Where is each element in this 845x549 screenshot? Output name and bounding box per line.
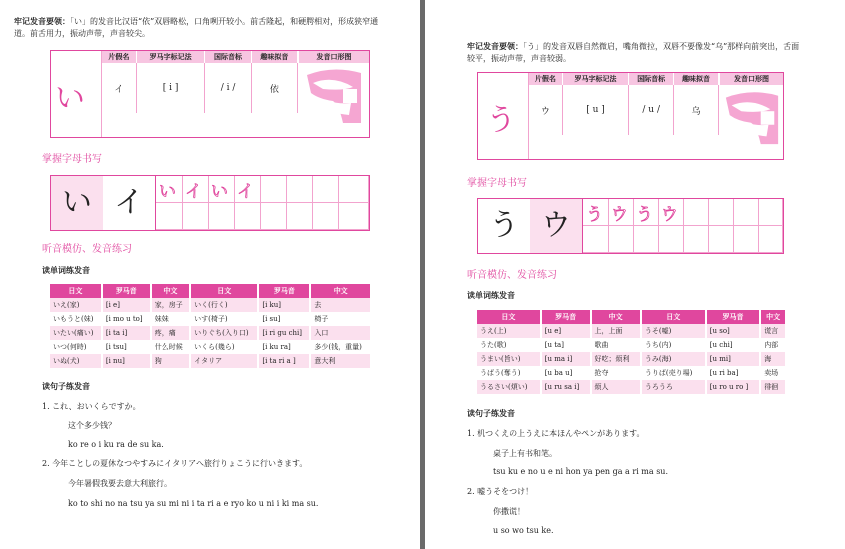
pronunciation-note	[14, 15, 384, 40]
grid-cell	[708, 225, 734, 253]
table-row	[477, 366, 786, 380]
cell: 徘徊	[760, 380, 786, 394]
cell: いつ(何時)	[50, 340, 102, 354]
header-chinese: 中文	[591, 310, 641, 324]
cell: いくら(幾ら)	[190, 340, 258, 354]
sentence-chinese: 今年暑假我要去意大利旅行。	[68, 479, 172, 488]
grid-cell	[338, 202, 369, 230]
pronunciation-table	[529, 73, 719, 135]
cell: 卖场	[760, 366, 786, 380]
trace-char: い	[159, 182, 176, 202]
header-mouth-diagram: 发音口形图	[299, 51, 369, 63]
header-japanese: 日文	[641, 310, 706, 324]
cell: 疼，痛	[151, 326, 190, 340]
grid-cell	[286, 176, 313, 203]
cell: イタリア	[190, 354, 258, 368]
sentence-chinese: 这个多少钱？	[68, 421, 116, 430]
cell: [u ro u ro ]	[706, 380, 760, 394]
word-practice-title: 读单词练发音	[42, 265, 90, 275]
cell: 妹妹	[151, 312, 190, 326]
table-row	[50, 354, 371, 368]
big-kana: い	[55, 81, 85, 116]
grid-cell	[156, 202, 183, 230]
header-japanese: 日文	[477, 310, 541, 324]
trace-char: イ	[237, 182, 254, 202]
header-romaji: 罗马音	[102, 284, 151, 298]
pronunciation-box	[477, 72, 784, 160]
cell: 意大利	[310, 354, 371, 368]
table-row	[477, 324, 786, 338]
cell: いりぐち(入り口)	[190, 326, 258, 340]
write-katakana: ウ	[530, 199, 583, 253]
value-fun-sound: 乌	[674, 85, 719, 135]
table-row	[477, 352, 786, 366]
value-katakana: イ	[102, 63, 136, 113]
cell: うまい(旨い)	[477, 352, 541, 366]
cell: [i nu]	[102, 354, 151, 368]
cell: 去	[310, 298, 371, 312]
header-romaji: 罗马字标记法	[562, 73, 629, 85]
cell: いく(行く)	[190, 298, 258, 312]
header-ipa: 国际音标	[205, 51, 251, 63]
header-chinese: 中文	[310, 284, 371, 298]
sentence-romaji: u so wo tsu ke.	[493, 526, 554, 535]
pronunciation-table	[102, 51, 298, 113]
header-katakana: 片假名	[102, 51, 136, 63]
header-mouth-diagram: 发音口形图	[720, 73, 783, 85]
cell: 什么时候	[151, 340, 190, 354]
header-japanese: 日文	[190, 284, 258, 298]
cell: [i ri gu chi]	[258, 326, 310, 340]
trace-char: い	[211, 182, 228, 202]
section-listen-title: 听音模仿、发音练习	[467, 270, 557, 281]
cell: [i su]	[258, 312, 310, 326]
trace-char: う	[636, 205, 653, 225]
value-ipa: / u /	[629, 85, 674, 135]
cell: 烦人	[591, 380, 641, 394]
table-row	[50, 340, 371, 354]
mouth-diagram	[722, 87, 782, 147]
value-romaji: [ i ]	[136, 63, 205, 113]
header-chinese: 中文	[151, 284, 190, 298]
cell: うえ(上)	[477, 324, 541, 338]
cell: うち(内)	[641, 338, 706, 352]
cell: [i ku ra]	[258, 340, 310, 354]
table-row	[50, 298, 371, 312]
header-ipa: 国际音标	[629, 73, 674, 85]
cell: うるさい(煩い)	[477, 380, 541, 394]
cell: 歌曲	[591, 338, 641, 352]
cell: 家，房子	[151, 298, 190, 312]
write-hiragana: い	[51, 176, 104, 230]
cell: 海	[760, 352, 786, 366]
write-katakana: イ	[103, 176, 156, 230]
sentence-japanese: 1. 机つくえの上うえに本ほんやペンがあります。	[467, 429, 645, 438]
table-row	[50, 312, 371, 326]
sentence-romaji: ko re o i ku ra de su ka.	[68, 440, 164, 449]
kana-panel	[51, 51, 102, 137]
note-label: 牢记发音要领：	[467, 41, 523, 51]
grid-cell	[658, 225, 684, 253]
cell: いもうと(妹)	[50, 312, 102, 326]
header-fun-sound: 趣味拟音	[674, 73, 719, 85]
writing-grid	[50, 175, 370, 231]
mouth-diagram	[303, 65, 365, 125]
cell: [u ta]	[541, 338, 591, 352]
section-writing-title: 掌握字母书写	[42, 154, 102, 165]
grid-cell	[733, 225, 759, 253]
sentence-japanese: 2. 今年ことしの夏休なつやすみにイタリアへ旅行りょこうに行いきます。	[42, 459, 308, 468]
header-japanese: 日文	[50, 284, 102, 298]
note-label: 牢记发音要领：	[14, 16, 70, 26]
grid-cell	[260, 202, 287, 230]
cell: うそ(嘘)	[641, 324, 706, 338]
cell: [u ri ba]	[706, 366, 760, 380]
cell: [i e]	[102, 298, 151, 312]
sentence-chinese: 你撒谎！	[493, 507, 525, 516]
cell: [u ma i]	[541, 352, 591, 366]
grid-cell	[608, 225, 634, 253]
cell: うみ(海)	[641, 352, 706, 366]
right-page	[425, 0, 845, 549]
cell: [u mi]	[706, 352, 760, 366]
note-text: 「う」的发音双唇自然微启，嘴角微拉，双唇不要像发“乌”那样向前突出，舌面较平，振动声带，声音较弱。	[467, 42, 800, 63]
grid-cell	[633, 225, 659, 253]
header-katakana: 片假名	[529, 73, 562, 85]
cell: [i mo u to]	[102, 312, 151, 326]
cell: 椅子	[310, 312, 371, 326]
grid-cell	[708, 199, 734, 226]
grid-cell	[683, 199, 709, 226]
sentence-chinese: 桌子上有书和笔。	[493, 449, 557, 458]
cell: 多少(钱，重量)	[310, 340, 371, 354]
table-row	[477, 380, 786, 394]
cell: [i tsu]	[102, 340, 151, 354]
cell: 狗	[151, 354, 190, 368]
grid-cell	[758, 225, 783, 253]
kana-panel	[478, 73, 529, 159]
writing-grid	[477, 198, 784, 254]
section-listen-title: 听音模仿、发音练习	[42, 244, 132, 255]
grid-cell	[733, 199, 759, 226]
trace-char: ウ	[661, 205, 678, 225]
sentence-romaji: tsu ku e no u e ni hon ya pen ga a ri ma su.	[493, 467, 668, 476]
grid-cell	[683, 225, 709, 253]
section-writing-title: 掌握字母书写	[467, 178, 527, 189]
trace-char: イ	[185, 182, 202, 202]
cell: [u ba u]	[541, 366, 591, 380]
value-fun-sound: 依	[251, 63, 297, 113]
grid-cell	[182, 202, 209, 230]
header-romaji: 罗马音	[258, 284, 310, 298]
sentence-practice-title: 读句子练发音	[467, 408, 515, 418]
sentence-romaji: ko to shi no na tsu ya su mi ni i ta ri a e ryo ko u ni i ki ma su.	[68, 499, 319, 508]
value-romaji: [ u ]	[562, 85, 629, 135]
cell: 好吃；烦利	[591, 352, 641, 366]
header-chinese: 中文	[760, 310, 786, 324]
grid-cell	[260, 176, 287, 203]
practice-cells	[583, 199, 783, 253]
table-row	[50, 326, 371, 340]
cell: [u e]	[541, 324, 591, 338]
word-table	[50, 284, 372, 368]
header-romaji: 罗马音	[706, 310, 760, 324]
grid-cell	[312, 202, 339, 230]
value-ipa: / i /	[205, 63, 251, 113]
grid-cell	[758, 199, 783, 226]
header-romaji: 罗马音	[541, 310, 591, 324]
trace-char: う	[586, 205, 603, 225]
cell: いえ(家)	[50, 298, 102, 312]
note-text: 「い」的发音比汉语“依”双唇略松，口角咧开较小。前舌隆起，和硬腭相对，形成狭窄通道。前舌用力，振动声带，声音较尖。	[14, 17, 379, 38]
cell: [i ta ri a ]	[258, 354, 310, 368]
header-fun-sound: 趣味拟音	[251, 51, 297, 63]
cell: 上，上面	[591, 324, 641, 338]
cell: [u ru sa i]	[541, 380, 591, 394]
grid-cell	[234, 202, 261, 230]
cell: いぬ(犬)	[50, 354, 102, 368]
grid-cell	[338, 176, 369, 203]
cell: うばう(奪う)	[477, 366, 541, 380]
cell: いたい(痛い)	[50, 326, 102, 340]
grid-cell	[583, 225, 609, 253]
header-romaji: 罗马字标记法	[136, 51, 205, 63]
practice-cells	[156, 176, 369, 230]
cell: [i ta i]	[102, 326, 151, 340]
cell: [u so]	[706, 324, 760, 338]
pronunciation-box	[50, 50, 370, 138]
cell: 谎言	[760, 324, 786, 338]
grid-cell	[208, 202, 235, 230]
cell: [i ku]	[258, 298, 310, 312]
cell: 内部	[760, 338, 786, 352]
left-page	[0, 0, 420, 549]
cell: いす(椅子)	[190, 312, 258, 326]
pronunciation-note	[467, 40, 807, 65]
table-row	[477, 338, 786, 352]
trace-char: ウ	[611, 205, 628, 225]
big-kana: う	[486, 103, 516, 138]
sentence-practice-title: 读句子练发音	[42, 381, 90, 391]
word-practice-title: 读单词练发音	[467, 290, 515, 300]
grid-cell	[312, 176, 339, 203]
sentence-japanese: 2. 嘘うそをつけ！	[467, 487, 534, 496]
cell: [u chi]	[706, 338, 760, 352]
cell: うりば(売り場)	[641, 366, 706, 380]
cell: うた(歌)	[477, 338, 541, 352]
cell: うろうろ	[641, 380, 706, 394]
write-hiragana: う	[478, 199, 531, 253]
cell: 抢夺	[591, 366, 641, 380]
sentence-japanese: 1. これ、おいくらですか。	[42, 402, 141, 411]
cell: 入口	[310, 326, 371, 340]
grid-cell	[286, 202, 313, 230]
value-katakana: ウ	[529, 85, 562, 135]
word-table	[477, 310, 787, 394]
